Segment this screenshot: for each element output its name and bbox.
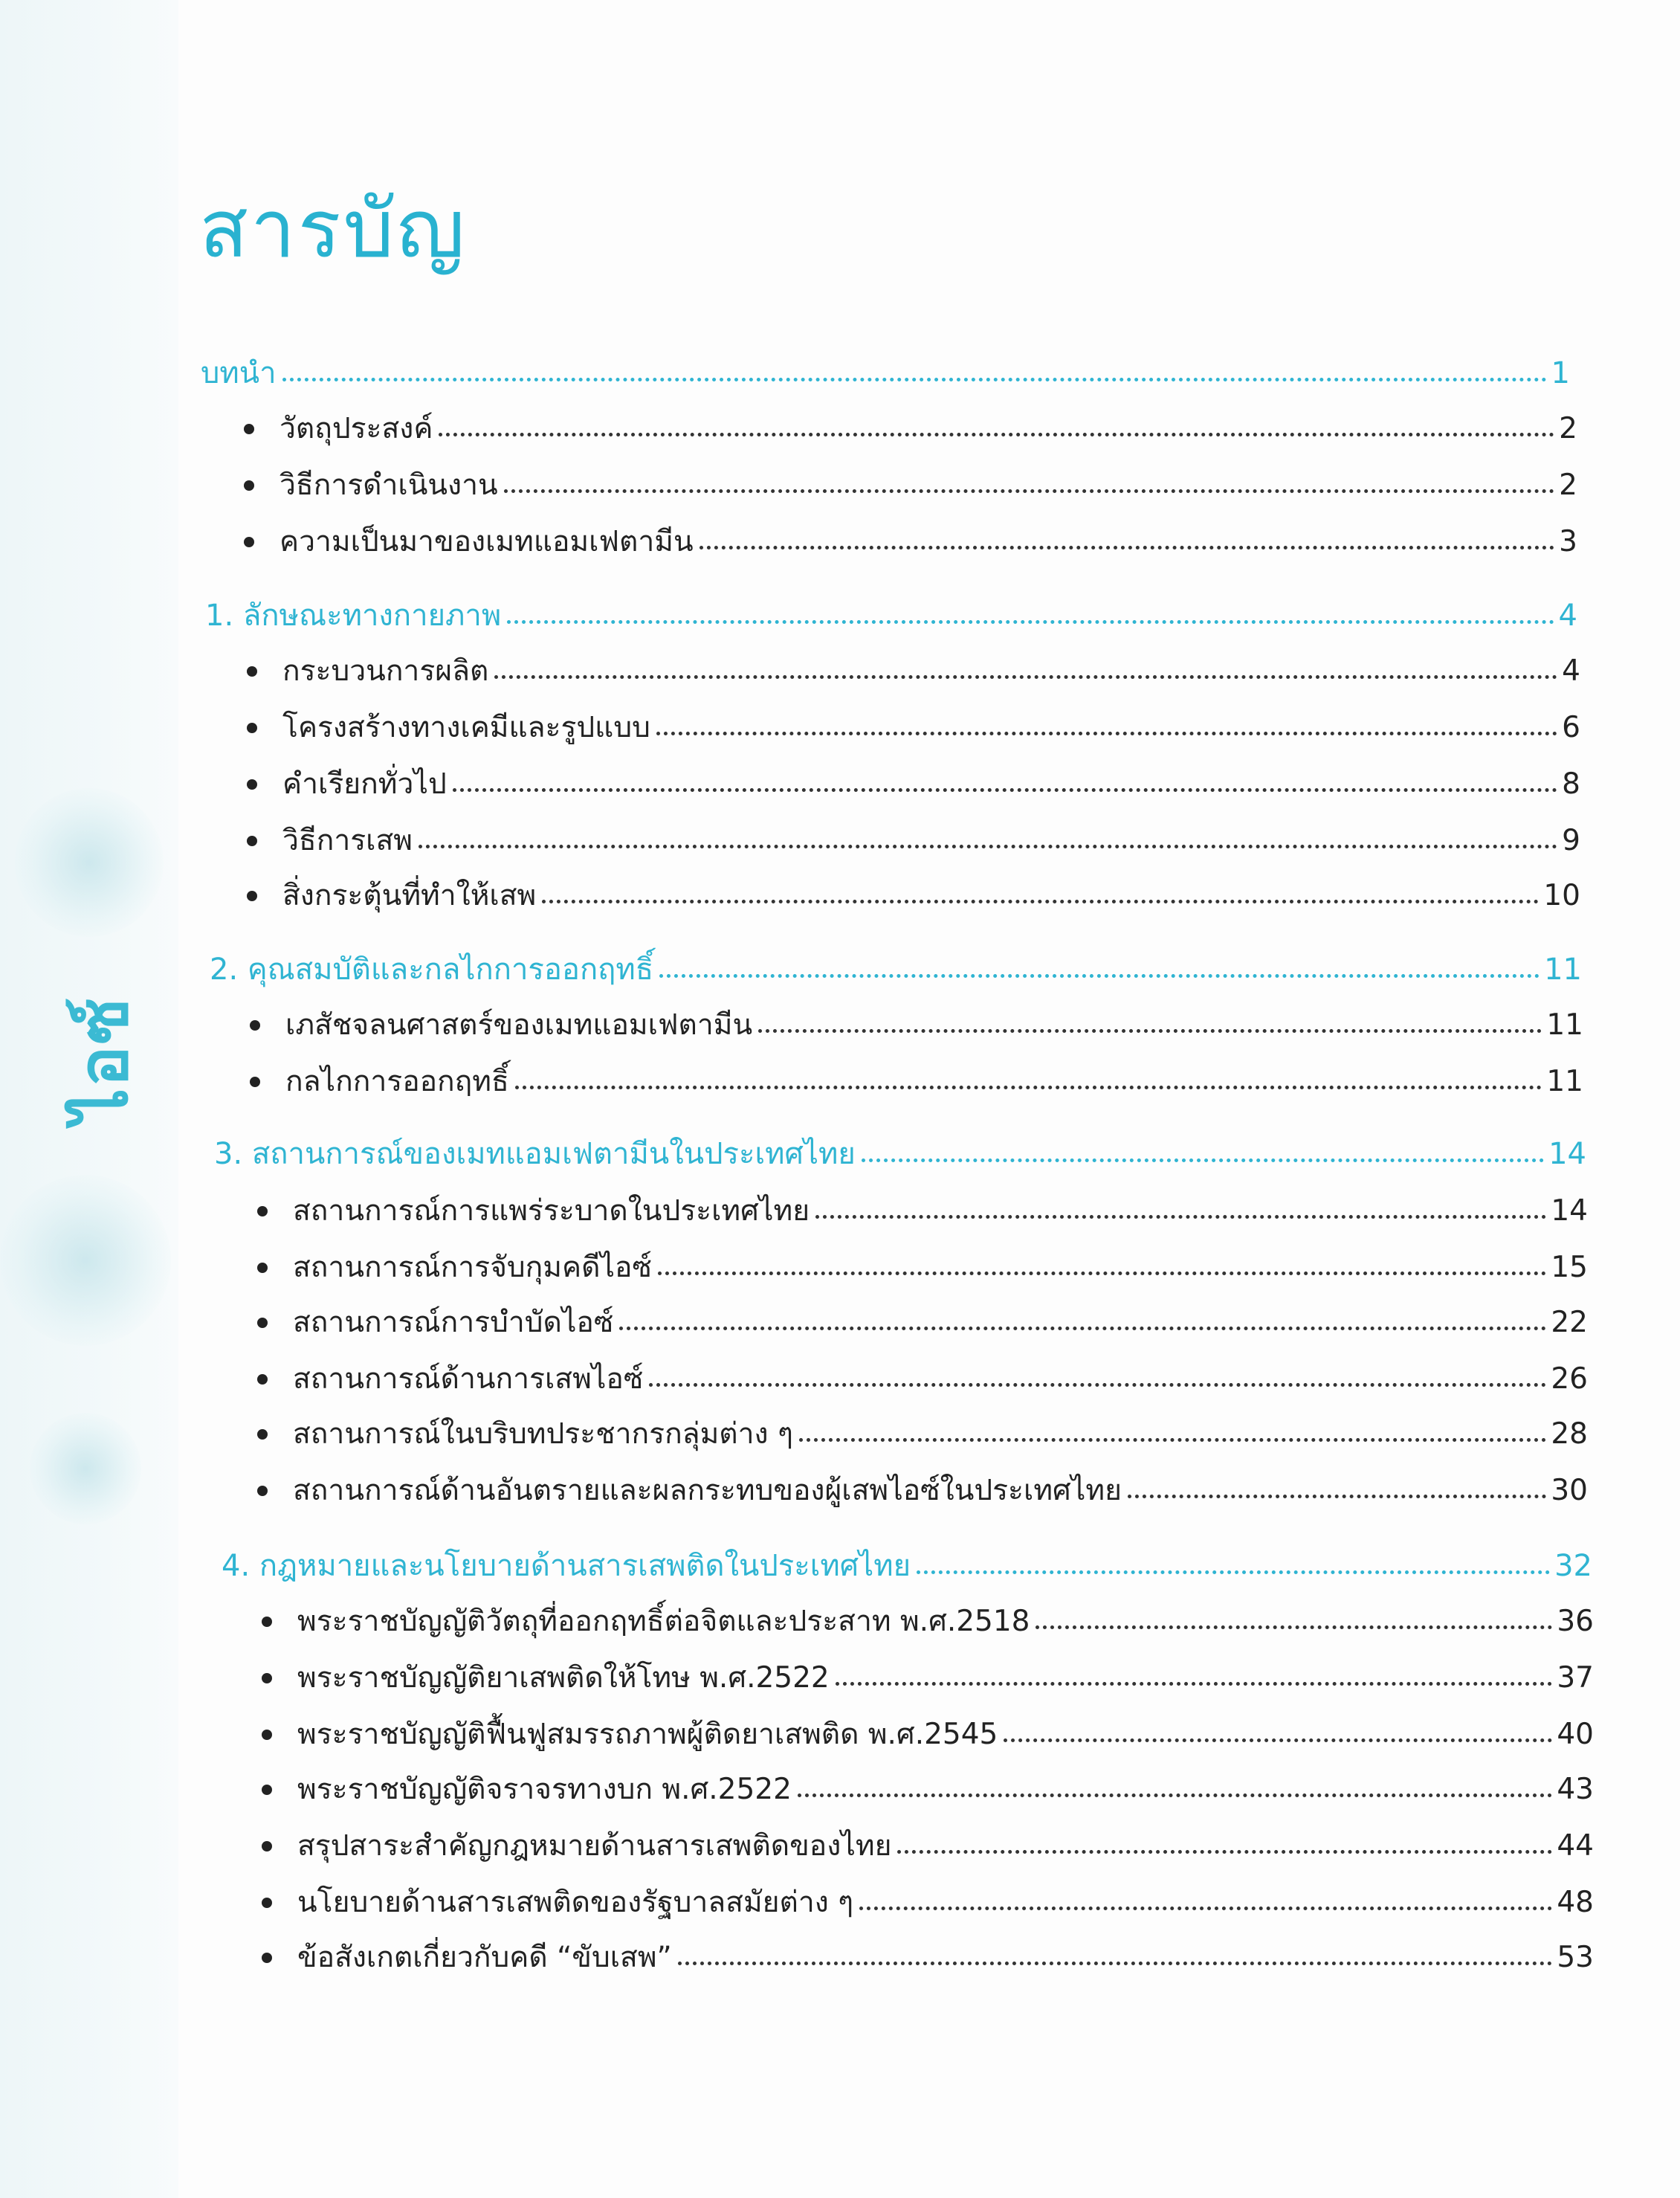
toc-leader-dots [658,1272,1546,1275]
toc-page-number: 3 [1559,525,1577,558]
toc-leader-dots [439,433,1554,436]
toc-section-label: 3. สถานการณ์ของเมทแอมเฟตามีนในประเทศไทย [214,1137,856,1171]
toc-leader-dots [507,620,1554,624]
toc-section-1 [205,589,1577,631]
bullet-icon [247,891,257,901]
toc-leader-dots [649,1383,1546,1387]
toc-page-number: 14 [1548,1137,1586,1171]
toc-leader-dots [619,1327,1546,1330]
toc-leader-dots [453,788,1557,792]
toc-leader-dots [700,546,1555,550]
toc-page-number: 11 [1546,1065,1583,1098]
toc-page-number: 43 [1557,1773,1594,1806]
spine-title: ไอซ์ [63,996,143,1123]
toc-page-number: 10 [1543,879,1580,912]
bullet-icon [247,723,257,733]
toc-section-2 [210,943,1582,987]
bullet-icon [262,1673,272,1683]
bullet-icon [257,1206,268,1216]
bullet-icon [262,1898,272,1908]
toc-page-number: 36 [1557,1605,1594,1638]
toc-item [244,402,1577,443]
toc-item [262,1762,1594,1804]
toc-leader-dots [494,675,1557,679]
toc-leader-dots [859,1907,1552,1910]
bullet-icon [247,836,257,846]
toc-page-number: 48 [1557,1886,1594,1919]
bullet-icon [250,1020,260,1031]
toc-item-label: สถานการณ์การแพร่ระบาดในประเทศไทย [293,1194,810,1228]
toc-item-label: กลไกการออกฤทธิ์ [285,1065,509,1098]
toc-item-label: เภสัชจลนศาสตร์ของเมทแอมเฟตามีน [285,1008,753,1042]
toc-page-number: 2 [1559,468,1577,502]
toc-section-label: 4. กฎหมายและนโยบายด้านสารเสพติดในประเทศไทย [222,1549,911,1583]
toc-item [244,458,1577,500]
bullet-icon [262,1841,272,1851]
page-title: สารบัญ [199,183,468,276]
toc-leader-dots [1036,1625,1552,1629]
toc-item [247,813,1580,855]
toc-section-label: 2. คุณสมบัติและกลไกการออกฤทธิ์ [210,953,654,987]
bullet-icon [257,1263,268,1273]
toc-page-number: 32 [1554,1549,1592,1583]
toc-page-number: 11 [1546,1008,1583,1042]
toc-item-label: ความเป็นมาของเมทแอมเฟตามีน [280,525,694,558]
bullet-icon [257,1429,268,1440]
toc-page-number: 28 [1551,1417,1588,1451]
toc-leader-dots [542,900,1539,903]
toc-section-label: 1. ลักษณะทางกายภาพ [205,599,502,633]
toc-leader-dots [656,732,1557,735]
bullet-icon [262,1953,272,1963]
toc-leader-dots [917,1570,1550,1574]
toc-page-number: 4 [1562,654,1580,688]
bullet-icon [244,480,254,491]
toc-leader-dots [897,1850,1552,1854]
toc-page-number: 4 [1558,599,1577,633]
bullet-icon [262,1617,272,1627]
toc-item [262,1707,1594,1749]
toc-item-label: ข้อสังเกตเกี่ยวกับคดี “ขับเสพ” [297,1941,672,1974]
toc-item-label: พระราชบัญญัติวัตถุที่ออกฤทธิ์ต่อจิตและประสาท พ.ศ.2518 [297,1605,1030,1638]
toc-item-label: สิ่งกระตุ้นที่ทำให้เสพ [282,879,537,912]
toc-item-label: สถานการณ์การจับกุมคดีไอซ์ [293,1251,652,1284]
toc-page-number: 44 [1557,1829,1594,1863]
toc-item-label: วิธีการดำเนินงาน [280,468,498,502]
toc-page-number: 14 [1551,1194,1588,1228]
toc-item [262,1594,1594,1636]
toc-item-label: สถานการณ์ในบริบทประชากรกลุ่มต่าง ๆ [293,1417,793,1451]
toc-item-label: วิธีการเสพ [282,824,413,857]
toc-section-4 [222,1539,1592,1581]
toc-item [257,1295,1588,1337]
toc-item-label: กระบวนการผลิต [282,654,489,688]
toc-item [262,1819,1594,1863]
toc-item-label: สรุปสาระสำคัญกฎหมายด้านสารเสพติดของไทย [297,1829,892,1863]
toc-item-label: คำเรียกทั่วไป [282,767,447,801]
bullet-icon [247,666,257,677]
toc-page-number: 6 [1562,711,1580,744]
toc-item [257,1463,1588,1505]
bullet-icon [250,1077,260,1087]
bullet-icon [244,537,254,547]
toc-page-number: 8 [1562,767,1580,801]
toc-item [247,700,1580,742]
toc-page-number: 15 [1551,1251,1588,1284]
toc-leader-dots [659,974,1540,978]
snowflake-decoration [0,1175,171,1346]
snowflake-decoration [30,1413,141,1524]
toc-leader-dots [836,1682,1553,1686]
toc-section-label: บทนำ [201,356,277,390]
toc-section-3 [214,1127,1586,1169]
toc-item [247,757,1580,799]
toc-item [247,868,1580,910]
toc-item [257,1407,1588,1451]
toc-page-number: 2 [1559,412,1577,445]
toc-item-label: นโยบายด้านสารเสพติดของรัฐบาลสมัยต่าง ๆ [297,1886,854,1919]
toc-page-number: 40 [1557,1718,1594,1751]
bullet-icon [257,1318,268,1328]
toc-leader-dots [282,378,1547,381]
toc-item [262,1651,1594,1695]
toc-leader-dots [815,1215,1546,1219]
toc-leader-dots [504,489,1555,493]
bullet-icon [244,424,254,434]
toc-leader-dots [758,1029,1542,1033]
toc-page-number: 22 [1551,1306,1588,1339]
toc-item-label: โครงสร้างทางเคมีและรูปแบบ [282,711,650,744]
toc-item [257,1240,1588,1282]
toc-leader-dots [862,1158,1544,1162]
toc-leader-dots [678,1962,1553,1965]
toc-item-label: สถานการณ์ด้านการเสพไอซ์ [293,1362,644,1396]
toc-item [250,1054,1583,1096]
toc-leader-dots [1004,1738,1552,1742]
toc-item [257,1184,1588,1228]
toc-page-number: 1 [1551,356,1570,390]
toc-item [262,1930,1594,1972]
toc-page-number: 26 [1551,1362,1588,1396]
toc-item [244,515,1577,556]
toc-page-number: 9 [1562,824,1580,857]
toc-section-intro [201,347,1570,388]
bullet-icon [257,1374,268,1385]
toc-page-number: 11 [1544,953,1582,987]
bullet-icon [247,779,257,790]
toc-item-label: สถานการณ์ด้านอันตรายและผลกระทบของผู้เสพไอซ์ในประเทศไทย [293,1474,1122,1507]
toc-leader-dots [419,845,1557,848]
toc-item [250,998,1583,1040]
toc-item [247,644,1580,686]
toc-leader-dots [798,1793,1552,1797]
toc-page-number: 30 [1551,1474,1588,1507]
toc-item-label: พระราชบัญญัติฟื้นฟูสมรรถภาพผู้ติดยาเสพติด พ.ศ.2545 [297,1718,998,1751]
toc-item-label: สถานการณ์การบำบัดไอซ์ [293,1306,614,1339]
toc-leader-dots [1128,1495,1546,1498]
toc-item [262,1875,1594,1917]
toc-page-number: 37 [1557,1661,1594,1695]
toc-leader-dots [515,1086,1542,1089]
toc-item-label: พระราชบัญญัติยาเสพติดให้โทษ พ.ศ.2522 [297,1661,830,1695]
toc-item-label: พระราชบัญญัติจราจรทางบก พ.ศ.2522 [297,1773,792,1806]
toc-item [257,1352,1588,1396]
toc-page-number: 53 [1557,1941,1594,1974]
bullet-icon [262,1730,272,1740]
toc-leader-dots [799,1438,1546,1442]
bullet-icon [257,1486,268,1496]
toc-item-label: วัตถุประสงค์ [280,412,433,445]
snowflake-decoration [15,788,164,937]
bullet-icon [262,1785,272,1795]
